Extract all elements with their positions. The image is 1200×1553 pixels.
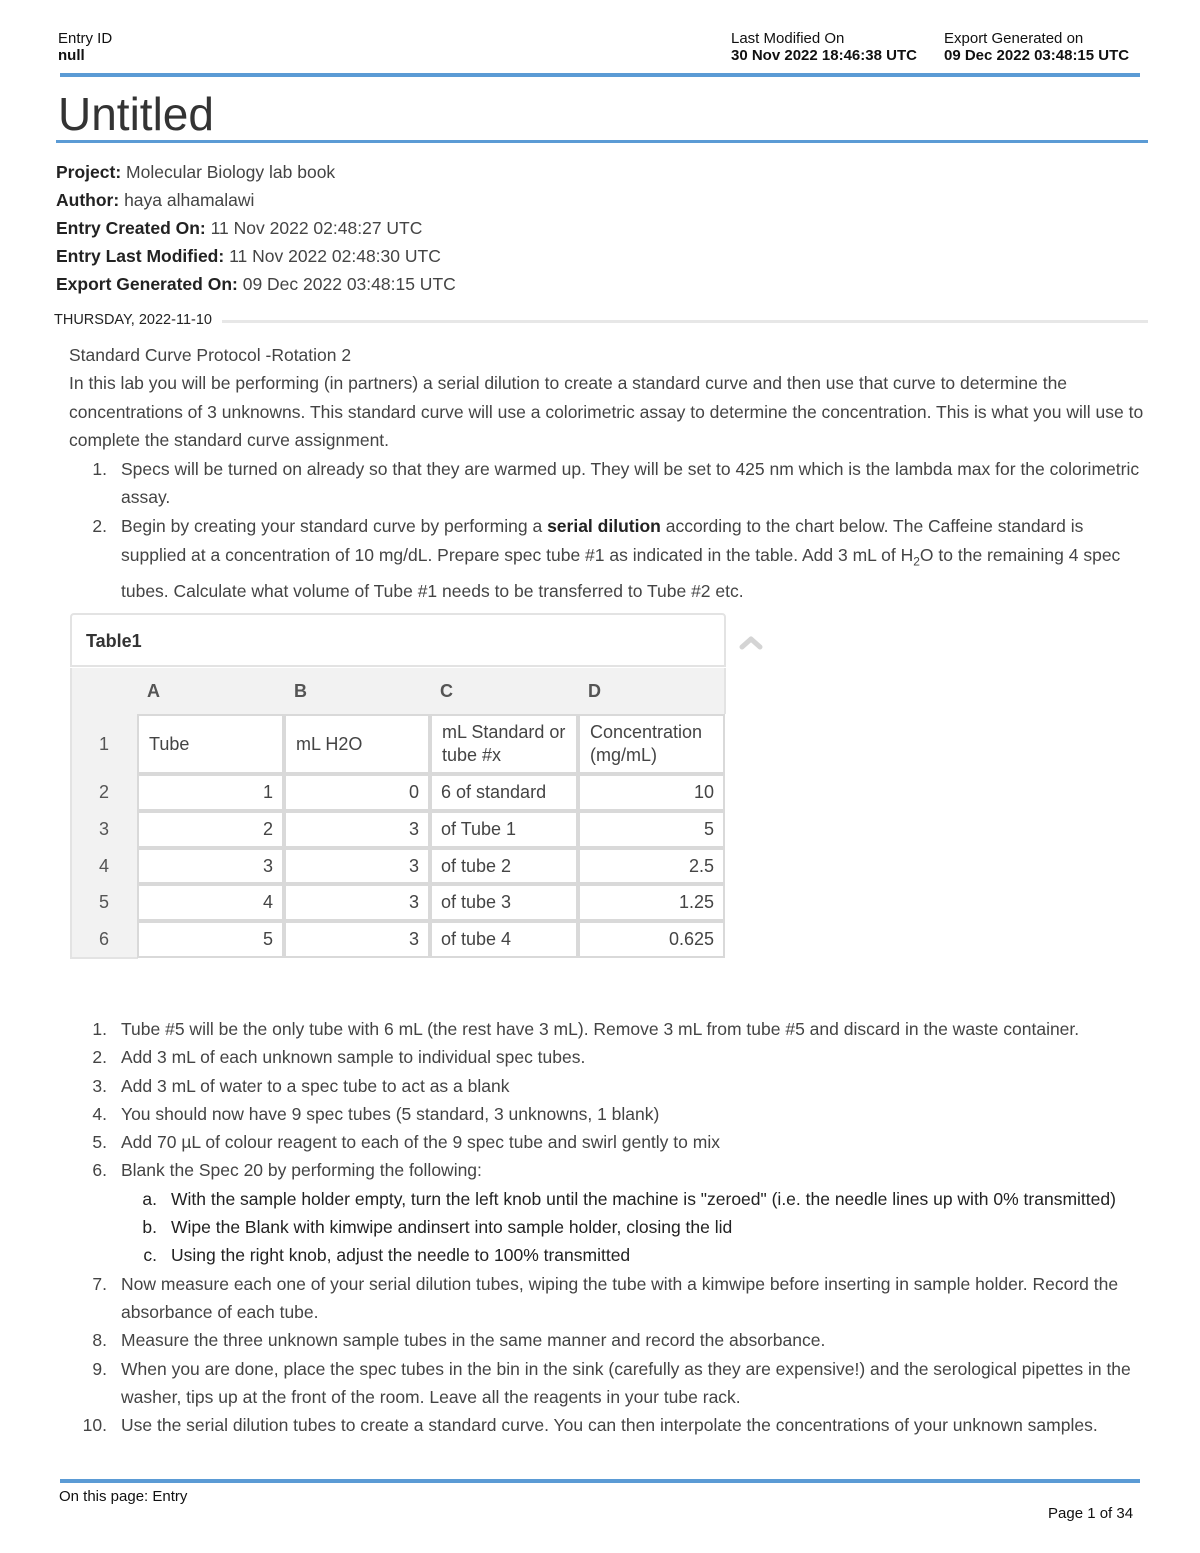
list-item-text: Now measure each one of your serial dilution tubes, wiping the tube with a kimwipe before inserting in sample holder. Record the absorbance of each tube. (121, 1273, 1119, 1322)
meta-export-value: 09 Dec 2022 03:48:15 UTC (242, 274, 456, 294)
list-item-text-pre: Begin by creating your standard curve by performing a (121, 515, 548, 536)
list-item-number: 1. (92, 459, 107, 479)
table-cell: 1.25 (578, 884, 725, 921)
list-item-number: 10. (82, 1415, 107, 1436)
table-header-cell: Concentration (mg/mL) (578, 714, 725, 774)
table-cell: 5 (578, 811, 725, 848)
sub-list-item-number: c. (143, 1245, 157, 1266)
table-cell: of tube 4 (430, 921, 578, 958)
entry-id-block (58, 30, 112, 64)
export-generated-value: 09 Dec 2022 03:48:15 UTC (944, 47, 1130, 64)
table-cell: 10 (578, 774, 725, 811)
list-item (69, 1128, 1149, 1156)
table-row-number: 3 (98, 819, 109, 839)
table-cell: 3 (284, 921, 430, 958)
table-cell: 5 (137, 921, 284, 958)
date-heading: THURSDAY, 2022-11-10 (54, 312, 222, 328)
steps-list-a (69, 455, 1149, 607)
sub-list-item-text: Using the right knob, adjust the needle to 100% transmitted (171, 1245, 631, 1266)
table-cell: 3 (137, 848, 284, 884)
sub-list-item-number: b. (142, 1217, 157, 1238)
sub-list-item (121, 1185, 1149, 1213)
list-item-number: 9. (92, 1358, 107, 1379)
list-item-text: Add 70 µL of colour reagent to each of the 9 spec tube and swirl gently to mix (121, 1132, 720, 1153)
list-item-text: Use the serial dilution tubes to create a standard curve. You can then interpolate the concentrations of your unknown samples. (121, 1415, 1098, 1436)
list-item (69, 1072, 1149, 1100)
export-generated-block (944, 30, 1129, 64)
list-item-text: Measure the three unknown sample tubes in the same manner and record the absorbance. (121, 1330, 826, 1351)
table-cell: 0 (284, 774, 430, 811)
footer-page-number: Page 1 of 34 (1048, 1505, 1134, 1522)
list-item-text: Blank the Spec 20 by performing the following: (121, 1160, 482, 1181)
meta-author (56, 186, 456, 214)
list-item (69, 455, 1149, 512)
meta-export-label: Export Generated On: (56, 274, 238, 294)
table-cell: 0.625 (578, 921, 725, 958)
table-cell: 4 (137, 884, 284, 921)
table-header-cell: mL Standard or tube #x (430, 714, 578, 774)
header-divider (60, 73, 1140, 77)
last-modified-label: Last Modified On (731, 30, 845, 47)
list-item (69, 1326, 1149, 1354)
meta-author-value: haya alhamalawi (124, 190, 255, 210)
table-row-number: 1 (98, 733, 109, 754)
list-item-number: 3. (92, 1075, 107, 1096)
intro-paragraph: In this lab you will be performing (in partners) a serial dilution to create a standard curve and then use that curve to determine the concentrations of 3 unknowns. This standard curve will use a colorimetric assay to determine the concentration. This is what you will use to complete the standard curve assignment. (69, 373, 1144, 450)
list-item (69, 1015, 1149, 1043)
meta-project-label: Project: (56, 162, 122, 182)
meta-author-label: Author: (56, 190, 120, 210)
list-item-number: 2. (92, 1047, 107, 1068)
meta-created (56, 214, 456, 242)
sub-list-item-text: Wipe the Blank with kimwipe andinsert into sample holder, closing the lid (171, 1217, 733, 1238)
entry-id-value: null (58, 47, 85, 64)
table-row-number: 4 (98, 855, 109, 876)
list-item-text-post: O to the remaining 4 spec tubes. Calculate what volume of Tube #1 needs to be transferred to Tube #2 etc. (121, 545, 1121, 602)
footer-divider (60, 1479, 1140, 1483)
table-cell: of tube 2 (430, 848, 578, 884)
list-item (69, 1100, 1149, 1128)
sub-list-item (121, 1241, 1149, 1269)
table-cell: 2 (137, 811, 284, 848)
table-cell: 3 (284, 811, 430, 848)
meta-project (56, 158, 456, 186)
export-generated-label: Export Generated on (944, 30, 1084, 47)
list-item (69, 1156, 1149, 1269)
list-item-number: 1. (92, 1019, 107, 1039)
list-item-number: 4. (92, 1103, 107, 1124)
sub-list-item (121, 1213, 1149, 1241)
table-column-letter: C (440, 681, 453, 701)
table-cell: 1 (137, 774, 284, 811)
list-item (69, 1355, 1149, 1412)
footer-on-this-page: On this page: Entry (59, 1488, 188, 1505)
list-item-number: 6. (92, 1160, 107, 1181)
table-card (70, 613, 726, 667)
title-divider (56, 140, 1148, 143)
table-cell: of tube 3 (430, 884, 578, 921)
substeps-list (121, 1185, 1149, 1270)
list-item-number: 5. (92, 1132, 107, 1153)
chevron-up-icon[interactable] (738, 632, 764, 652)
table-cell: 2.5 (578, 848, 725, 884)
entry-id-label: Entry ID (58, 30, 113, 47)
meta-modified-value: 11 Nov 2022 02:48:30 UTC (229, 246, 441, 266)
list-item-number: 7. (92, 1273, 107, 1294)
list-item-text-mid: according to the chart below. The Caffeine standard is supplied at a concentration of 10 mg/dL. Prepare spec tube #1 as indicated in the table. Add 3 mL of H (121, 515, 1084, 566)
list-item-text-bold: serial dilution (547, 515, 661, 536)
list-item-number: 2. (92, 515, 107, 536)
table-header-cell: Tube (137, 714, 284, 774)
list-item (69, 1043, 1149, 1071)
protocol-title: Standard Curve Protocol -Rotation 2 (69, 345, 352, 365)
last-modified-value: 30 Nov 2022 18:46:38 UTC (731, 47, 917, 64)
list-item-text: Add 3 mL of each unknown sample to individual spec tubes. (121, 1047, 586, 1068)
table-row-number: 2 (98, 782, 109, 802)
list-item-text: You should now have 9 spec tubes (5 standard, 3 unknowns, 1 blank) (121, 1103, 660, 1124)
steps-list-b (69, 1015, 1149, 1439)
table-column-letter: D (588, 681, 601, 701)
list-item-text: Tube #5 will be the only tube with 6 mL (the rest have 3 mL). Remove 3 mL from tube #5 and discard in the waste container. (121, 1019, 1080, 1039)
table-header-cell: mL H2O (284, 714, 430, 774)
entry-meta (56, 158, 456, 298)
list-item-number: 8. (92, 1330, 107, 1351)
table-cell: of Tube 1 (430, 811, 578, 848)
table-cell: 3 (284, 884, 430, 921)
list-item (69, 512, 1149, 607)
list-item (69, 1411, 1149, 1439)
meta-created-value: 11 Nov 2022 02:48:27 UTC (210, 218, 423, 238)
list-item-text: Specs will be turned on already so that they are warmed up. They will be set to 425 nm which is the lambda max for the colorimetric assay. (121, 459, 1140, 508)
table-cell: 6 of standard (430, 774, 578, 811)
page-title: Untitled (58, 88, 214, 140)
meta-project-value: Molecular Biology lab book (126, 162, 336, 182)
table-row-number: 5 (98, 892, 109, 912)
list-item (69, 1270, 1149, 1327)
list-item-text: Add 3 mL of water to a spec tube to act as a blank (121, 1075, 510, 1096)
sub-list-item-number: a. (142, 1188, 157, 1209)
table-cell: 3 (284, 848, 430, 884)
table-column-letter: A (147, 681, 160, 701)
sub-list-item-text: With the sample holder empty, turn the left knob until the machine is "zeroed" (i.e. the needle lines up with 0% transmitted) (171, 1188, 1116, 1209)
table-title: Table1 (70, 613, 726, 667)
meta-modified-label: Entry Last Modified: (56, 246, 225, 266)
table-column-letter: B (294, 681, 307, 701)
date-heading-row (54, 311, 1148, 331)
meta-export (56, 270, 456, 298)
table-row-number: 6 (98, 929, 109, 949)
meta-created-label: Entry Created On: (56, 218, 206, 238)
meta-modified (56, 242, 456, 270)
last-modified-block (731, 30, 917, 64)
list-item-subscript: 2 (913, 554, 920, 569)
list-item-text: When you are done, place the spec tubes in the bin in the sink (carefully as they are expensive!) and the serological pipettes in the washer, tips up at the front of the room. Leave all the reagents in your tube rack. (121, 1358, 1131, 1407)
